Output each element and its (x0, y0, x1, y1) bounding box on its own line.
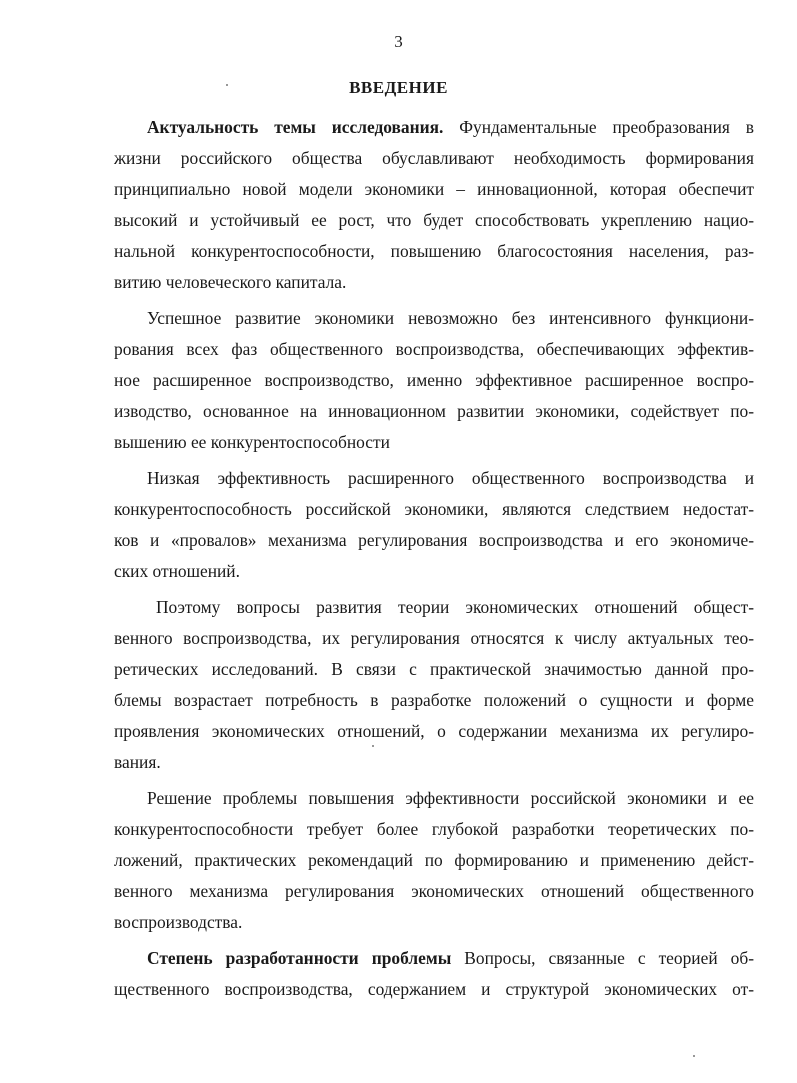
text-fragment: Фундаментальные преобразования в (443, 117, 754, 137)
text-line: венного механизма регулирования экономических отношений общественного (114, 881, 754, 901)
paragraph-solution (114, 783, 754, 938)
paragraph-theory (114, 592, 754, 778)
text-line: венного воспроизводства, их регулирования относятся к числу актуальных тео- (114, 628, 754, 648)
text-line: витию человеческого капитала. (114, 272, 347, 292)
scan-speck (372, 745, 374, 747)
text-line: проявления экономических отношений, о содержании механизма их регулиро- (114, 721, 754, 741)
text-line: ложений, практических рекомендаций по формированию и применению дейст- (114, 850, 754, 870)
text-line: принципиально новой модели экономики – инновационной, которая обеспечит (114, 179, 754, 199)
text-line: вышению ее конкурентоспособности (114, 432, 390, 452)
scan-speck (693, 1055, 695, 1057)
text-line: Успешное развитие экономики невозможно без интенсивного функциони- (147, 308, 754, 328)
scan-speck (226, 84, 228, 86)
text-line: жизни российского общества обуславливают необходимость формирования (114, 148, 754, 168)
text-line: Поэтому вопросы развития теории экономических отношений общест- (156, 597, 754, 617)
text-line: Решение проблемы повышения эффективности российской экономики и ее (147, 788, 754, 808)
text-line: воспроизводства. (114, 912, 243, 932)
paragraph-relevance (114, 112, 754, 298)
text-line: щественного воспроизводства, содержанием и структурой экономических от- (114, 979, 754, 999)
text-line: конкурентоспособность российской экономики, являются следствием недостат- (114, 499, 754, 519)
text-line: ное расширенное воспроизводство, именно эффективное расширенное воспро- (114, 370, 754, 390)
paragraph-development (114, 303, 754, 458)
text-line: ков и «провалов» механизма регулирования воспроизводства и его экономиче- (114, 530, 754, 550)
text-fragment: Вопросы, связанные с теорией об- (451, 948, 754, 968)
page-title: ВВЕДЕНИЕ (349, 78, 448, 97)
paragraph-lead: Степень разработанности проблемы (147, 948, 452, 968)
paragraph-degree-of-study (114, 943, 754, 1005)
paragraph-efficiency (114, 463, 754, 587)
text-line: высокий и устойчивый ее рост, что будет способствовать укреплению нацио- (114, 210, 754, 230)
text-line (114, 943, 754, 974)
text-line: ретических исследований. В связи с практической значимостью данной про- (114, 659, 754, 679)
text-line: изводство, основанное на инновационном развитии экономики, содействует по- (114, 401, 754, 421)
text-line (114, 112, 754, 143)
paragraph-lead: Актуальность темы исследования. (147, 117, 444, 137)
page-number: 3 (394, 32, 403, 51)
text-line: ских отношений. (114, 561, 240, 581)
text-line: блемы возрастает потребность в разработке положений о сущности и форме (114, 690, 754, 710)
text-line: рования всех фаз общественного воспроизводства, обеспечивающих эффектив- (114, 339, 754, 359)
body-text (114, 112, 754, 1005)
text-line: конкурентоспособности требует более глубокой разработки теоретических по- (114, 819, 754, 839)
text-line: вания. (114, 752, 161, 772)
text-line: нальной конкурентоспособности, повышению благосостояния населения, раз- (114, 241, 754, 261)
text-line: Низкая эффективность расширенного общественного воспроизводства и (147, 468, 754, 488)
